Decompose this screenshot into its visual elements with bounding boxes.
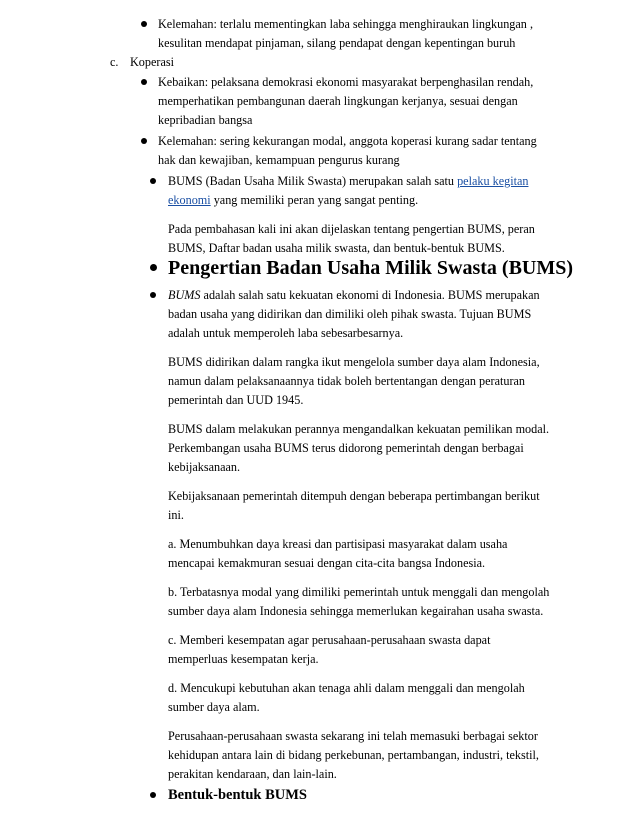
ekonomi-link[interactable]: ekonomi: [168, 193, 211, 207]
bullet-icon: [141, 21, 147, 27]
paragraph-2-line-3: pemerintah dan UUD 1945.: [168, 393, 304, 407]
pengertian-line-1: [168, 287, 540, 303]
item-a-line-1: a. Menumbuhkan daya kreasi dan partisipasi masyarakat dalam usaha: [168, 537, 508, 551]
bullet-icon: [150, 792, 156, 798]
kelemahan-koperasi-line-2: hak dan kewajiban, kemampuan pengurus kurang: [158, 153, 400, 167]
pengertian-line-3: adalah untuk memperoleh laba sebesarbesarnya.: [168, 326, 404, 340]
item-d-line-1: d. Mencukupi kebutuhan akan tenaga ahli dalam menggali dan mengolah: [168, 681, 525, 695]
paragraph-2-line-2: namun dalam pelaksanaannya tidak boleh bertentangan dengan peraturan: [168, 374, 526, 388]
item-b-line-2: sumber daya alam Indonesia sehingga memerlukan kegairahan usaha swasta.: [168, 604, 544, 618]
paragraph-3-line-1: BUMS dalam melakukan perannya mengandalkan kekuatan pemilikan modal.: [168, 422, 550, 436]
paragraph-3-line-3: kebijaksanaan.: [168, 460, 241, 474]
bums-intro-line-1: [168, 173, 528, 189]
paragraph-4-line-2: ini.: [168, 508, 184, 522]
bullet-icon: [150, 264, 157, 271]
kebaikan-line-1: Kebaikan: pelaksana demokrasi ekonomi masyarakat berpenghasilan rendah,: [158, 75, 534, 89]
item-d-line-2: sumber daya alam.: [168, 700, 260, 714]
bullet-icon: [141, 79, 147, 85]
bums-intro-text: BUMS (Badan Usaha Milik Swasta) merupakan salah satu: [168, 174, 458, 188]
section-marker: c.: [110, 55, 119, 69]
bums-italic: BUMS: [168, 288, 201, 302]
bullet-icon: [141, 138, 147, 144]
bullet-icon: [150, 178, 156, 184]
section-title: Koperasi: [130, 55, 174, 69]
bums-intro-para-line-1: Pada pembahasan kali ini akan dijelaskan tentang pengertian BUMS, peran: [168, 222, 535, 236]
bums-intro-line-2: [168, 192, 418, 208]
kebaikan-line-3: kepribadian bangsa: [158, 113, 253, 127]
paragraph-5-line-3: perakitan kendaraan, dan lain-lain.: [168, 767, 337, 781]
paragraph-3-line-2: Perkembangan usaha BUMS terus didorong pemerintah dengan berbagai: [168, 441, 524, 455]
item-c-line-1: c. Memberi kesempatan agar perusahaan-perusahaan swasta dapat: [168, 633, 491, 647]
item-b-line-1: b. Terbatasnya modal yang dimiliki pemerintah untuk menggali dan mengolah: [168, 585, 550, 599]
bums-intro-para-line-2: BUMS, Daftar badan usaha milik swasta, dan bentuk-bentuk BUMS.: [168, 241, 505, 255]
item-c-line-2: memperluas kesempatan kerja.: [168, 652, 319, 666]
kelemahan-koperasi-line-1: Kelemahan: sering kekurangan modal, anggota koperasi kurang sadar tentang: [158, 134, 537, 148]
pengertian-line-2: badan usaha yang didirikan dan dimiliki oleh pihak swasta. Tujuan BUMS: [168, 307, 532, 321]
bullet-icon: [150, 292, 156, 298]
heading-bentuk-bums: Bentuk-bentuk BUMS: [168, 787, 307, 803]
heading-pengertian-bums: Pengertian Badan Usaha Milik Swasta (BUMS): [168, 257, 574, 279]
pelaku-kegiatan-link[interactable]: pelaku kegitan: [457, 174, 529, 188]
paragraph-2-line-1: BUMS didirikan dalam rangka ikut mengelola sumber daya alam Indonesia,: [168, 355, 540, 369]
pengertian-line-1-text: adalah salah satu kekuatan ekonomi di Indonesia. BUMS merupakan: [200, 288, 540, 302]
paragraph-4-line-1: Kebijaksanaan pemerintah ditempuh dengan beberapa pertimbangan berikut: [168, 489, 540, 503]
paragraph-5-line-2: kehidupan antara lain di bidang perkebunan, pertambangan, industri, tekstil,: [168, 748, 539, 762]
kebaikan-line-2: memperhatikan pembangunan daerah lingkungan kerjanya, sesuai dengan: [158, 94, 518, 108]
bums-intro-text-2: yang memiliki peran yang sangat penting.: [210, 193, 419, 207]
kelemahan-line-1: Kelemahan: terlalu mementingkan laba sehingga menghiraukan lingkungan ,: [158, 17, 533, 31]
item-a-line-2: mencapai kemakmuran sesuai dengan cita-cita bangsa Indonesia.: [168, 556, 486, 570]
kelemahan-line-2: kesulitan mendapat pinjaman, silang pendapat dengan kepentingan buruh: [158, 36, 516, 50]
paragraph-5-line-1: Perusahaan-perusahaan swasta sekarang ini telah memasuki berbagai sektor: [168, 729, 538, 743]
